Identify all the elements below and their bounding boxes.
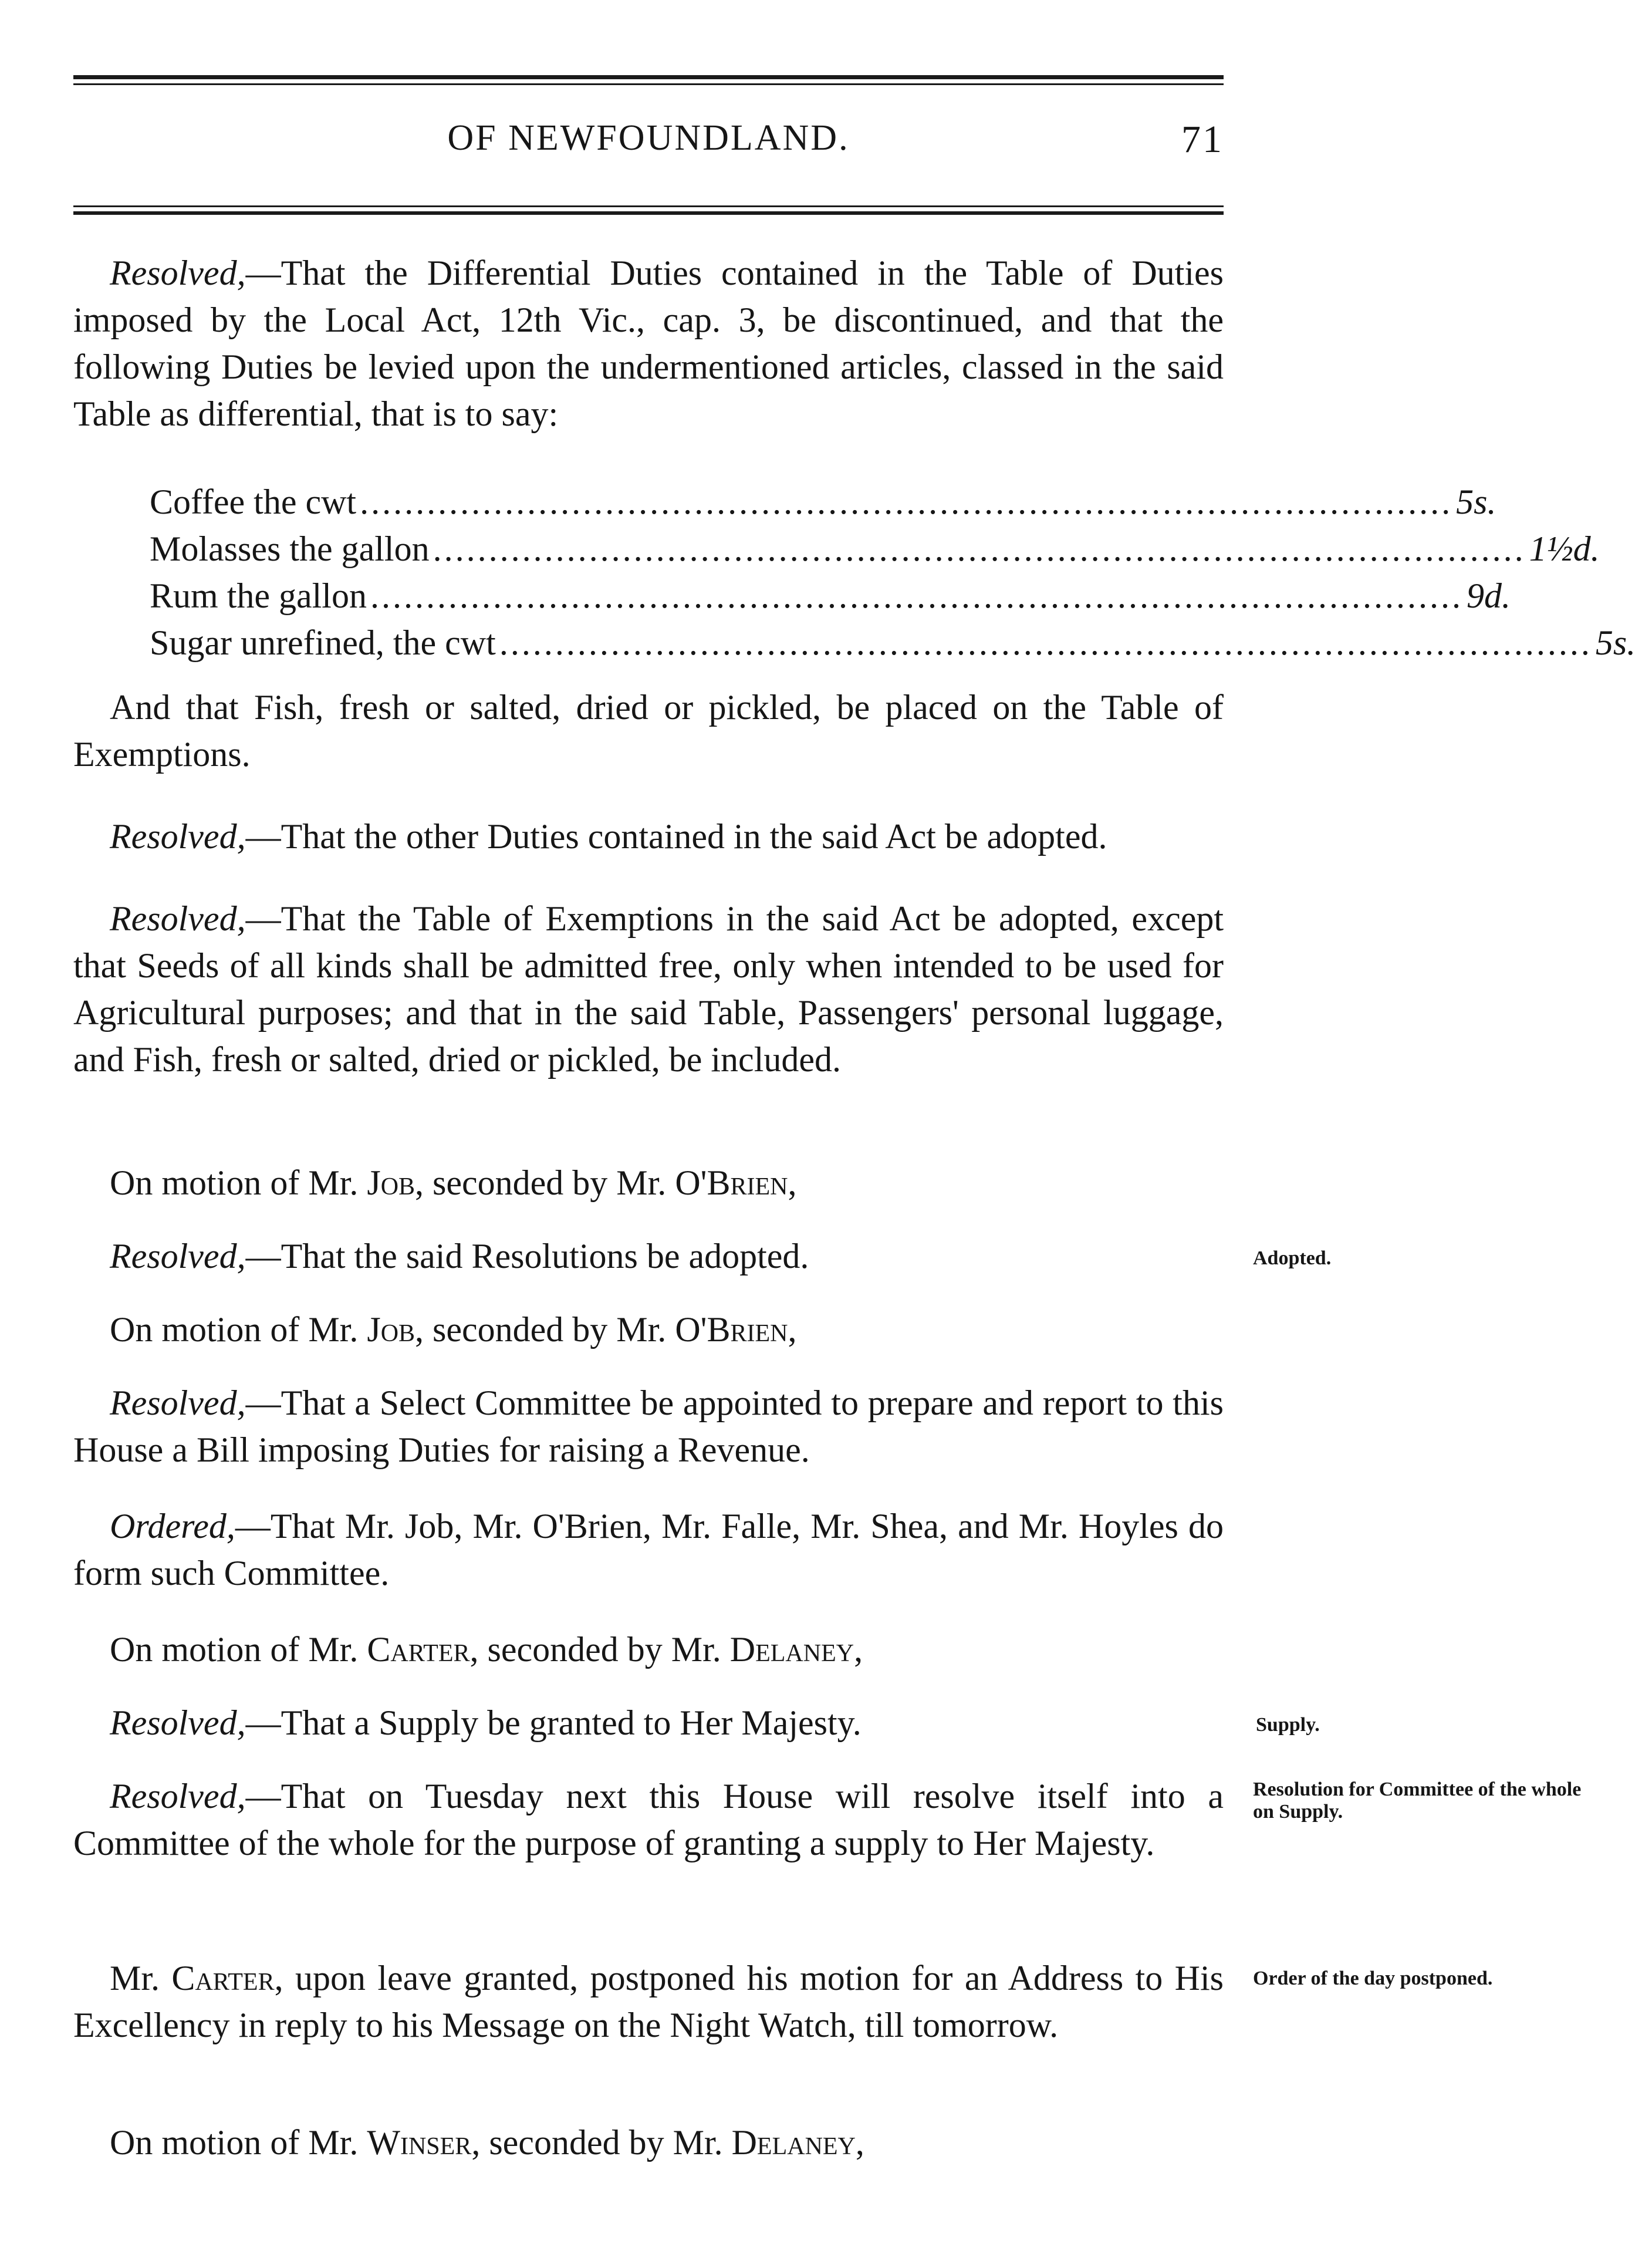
paragraph-text: —That a Supply be granted to Her Majesty. [245, 1703, 862, 1742]
duty-row [150, 572, 1511, 619]
duty-row [150, 619, 1636, 666]
paragraph-text: And that Fish, fresh or salted, dried or pickled, be placed on the Table of Exemptions. [73, 688, 1224, 774]
motion-text: On motion of Mr. [110, 1310, 367, 1349]
duties-list [150, 478, 1636, 666]
member-name: Carter [171, 1959, 275, 1997]
paragraph-text: —That the Differential Duties contained in the Table of Duties imposed by the Local Act, 12th Vic., cap. 3, be discontinued, and that the following Duties be levied upon the undermentioned articles, classed in the said Table as differential, that is to say: [73, 254, 1224, 433]
paragraph-text: —That on Tuesday next this House will resolve itself into a Committee of the whole for the purpose of granting a supply to Her Majesty. [73, 1777, 1224, 1862]
paragraph-text: Mr. [110, 1959, 172, 1997]
resolved-lead: Resolved, [110, 899, 246, 938]
margin-note-order-postponed: Order of the day postponed. [1253, 1968, 1493, 1989]
duty-amount: 5s. [1595, 623, 1636, 662]
member-name: Job [367, 1310, 415, 1349]
resolved-lead: Resolved, [110, 1777, 246, 1816]
paragraph-text: —That the other Duties contained in the said Act be adopted. [245, 817, 1107, 856]
duty-item: Coffee the cwt [150, 482, 357, 521]
paragraph-fish-exemptions [73, 684, 1224, 778]
margin-note-supply: Supply. [1256, 1714, 1320, 1736]
resolved-lead: Resolved, [110, 1703, 246, 1742]
margin-note-adopted: Adopted. [1253, 1247, 1332, 1269]
duty-item: Sugar unrefined, the cwt [150, 623, 496, 662]
paragraph-carter-postponed [73, 1955, 1224, 2049]
member-name: Job [367, 1163, 415, 1202]
paragraph-motion-winser [73, 2119, 1224, 2166]
member-name: Winser [367, 2123, 472, 2162]
paragraph-table-exemptions [73, 895, 1224, 1083]
member-name: Delaney [729, 1630, 854, 1669]
motion-text: On motion of Mr. [110, 1163, 367, 1202]
motion-text: , [788, 1163, 797, 1202]
motion-text: , [855, 2123, 864, 2162]
resolved-lead: Resolved, [110, 1237, 246, 1275]
resolved-lead: Resolved, [110, 817, 246, 856]
leader-dots: .................................................................................................. [370, 576, 1463, 615]
motion-text: , [788, 1310, 797, 1349]
paragraph-ordered-committee [73, 1503, 1224, 1597]
running-head-title: OF NEWFOUNDLAND. [447, 118, 850, 158]
page-number: 71 [1181, 118, 1224, 161]
duty-row [150, 525, 1600, 572]
duty-row [150, 478, 1496, 525]
motion-text: , [854, 1630, 863, 1669]
paragraph-supply-granted [73, 1699, 1224, 1746]
motion-text: , seconded by Mr. [471, 2123, 732, 2162]
duty-item: Rum the gallon [150, 576, 367, 615]
leader-dots: .................................................................................................. [360, 482, 1453, 521]
duty-amount: 5s. [1456, 482, 1496, 521]
paragraph-select-committee [73, 1379, 1224, 1473]
member-name: O'Brien [675, 1163, 788, 1202]
paragraph-text: —That a Select Committee be appointed to prepare and report to this House a Bill imposing Duties for raising a Revenue. [73, 1383, 1224, 1469]
paragraph-committee-tuesday [73, 1773, 1224, 1867]
motion-text: , seconded by Mr. [415, 1163, 675, 1202]
margin-note-committee-supply: Resolution for Committee of the whole on Supply. [1253, 1779, 1582, 1823]
ordered-lead: Ordered, [110, 1507, 235, 1546]
paragraph-text: , upon leave granted, postponed his motion for an Address to His Excellency in reply to his Message on the Night Watch, till tomorrow. [73, 1959, 1224, 2044]
page-body [73, 0, 1224, 2244]
paragraph-resolutions-adopted [73, 1233, 1224, 1280]
paragraph-other-duties [73, 813, 1224, 860]
paragraph-text: —That Mr. Job, Mr. O'Brien, Mr. Falle, Mr. Shea, and Mr. Hoyles do form such Committee. [73, 1507, 1224, 1592]
member-name: Delaney [731, 2123, 856, 2162]
duty-item: Molasses the gallon [150, 529, 430, 568]
paragraph-motion-job-2 [73, 1306, 1224, 1353]
motion-text: On motion of Mr. [110, 2123, 367, 2162]
leader-dots: .................................................................................................. [499, 623, 1592, 662]
paragraph-text: —That the said Resolutions be adopted. [245, 1237, 809, 1275]
motion-text: , seconded by Mr. [469, 1630, 730, 1669]
paragraph-motion-carter [73, 1626, 1224, 1673]
paragraph-motion-job-1 [73, 1159, 1224, 1206]
member-name: O'Brien [675, 1310, 788, 1349]
member-name: Carter [367, 1630, 470, 1669]
paragraph-text: —That the Table of Exemptions in the said Act be adopted, except that Seeds of all kinds shall be admitted free, only when intended to be used for Agricultural purposes; and that in the said Table, Passengers' personal luggage, and Fish, fresh or salted, dried or pickled, be included. [73, 899, 1224, 1079]
duty-amount: 9d. [1466, 576, 1511, 615]
resolved-lead: Resolved, [110, 254, 246, 292]
resolved-lead: Resolved, [110, 1383, 246, 1422]
motion-text: On motion of Mr. [110, 1630, 367, 1669]
duty-amount: 1½d. [1529, 529, 1600, 568]
leader-dots: .................................................................................................. [433, 529, 1526, 568]
motion-text: , seconded by Mr. [415, 1310, 675, 1349]
paragraph-differential-duties [73, 249, 1224, 437]
